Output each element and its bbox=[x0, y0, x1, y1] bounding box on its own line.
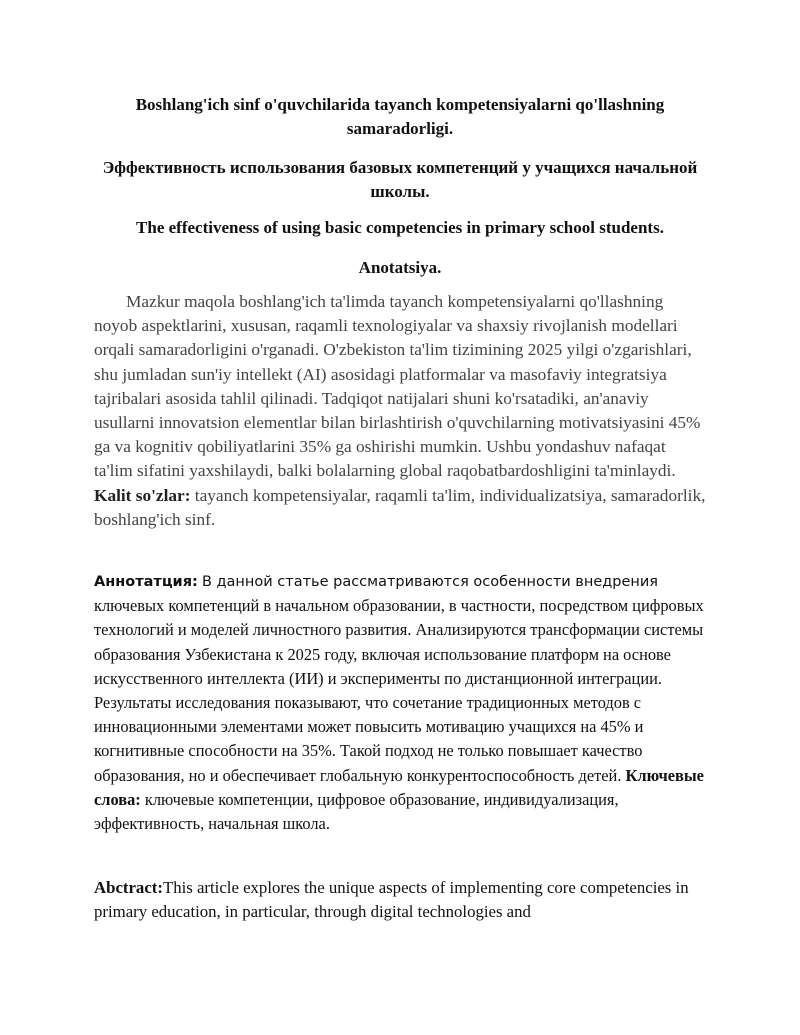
abstract-english bbox=[94, 876, 706, 924]
abstract-russian-body: ключевых компетенций в начальном образовании, в частности, посредством цифровых технологий и моделей личностного развития. Анализируются трансформации системы образования Узбекистана к 2025 году, включая использование платформ на основе искусственного интеллекта (ИИ) и эксперименты по дистанционной интеграции. Результаты исследования показывают, что сочетание традиционных методов с инновационными элементами может повысить мотивацию учащихся на 45% и когнитивные способности на 35%. Такой подход не только повышает качество образования, но и обеспечивает глобальную конкурентоспособность детей. bbox=[94, 596, 704, 785]
anotatsiya-heading: Anotatsiya. bbox=[358, 258, 442, 277]
title-uzbek: Boshlang'ich sinf o'quvchilarida tayanch kompetensiyalarni qo'llashning samaradorligi. bbox=[135, 95, 665, 138]
abstract-russian bbox=[94, 569, 706, 836]
abstract-uzbek-body: Mazkur maqola boshlang'ich ta'limda tayanch kompetensiyalarni qo'llashning noyob aspektlarini, xususan, raqamli texnologiyalar va shaxsiy rivojlanish modellari orqali samaradorligini o'rganadi. O'zbekiston ta'lim tizimining 2025 yilgi o'zgarishlari, shu jumladan sun'iy intellekt (AI) asosidagi platformalar va masofaviy integratsiya tajribalari asosida tahlil qilinadi. Tadqiqot natijalari shuni ko'rsatadiki, an'anaviy usullarni innovatsion elementlar bilan birlashtirish o'quvchilarning motivatsiyasini 45% ga va kognitiv qobiliyatlarini 35% ga oshirishi mumkin. Ushbu yondashuv nafaqat ta'lim sifatini yaxshilaydi, balki bolalarning global raqobatbardoshligini ta'minlaydi. bbox=[94, 292, 701, 481]
keywords-label-uzbek: Kalit so'zlar: bbox=[94, 485, 191, 505]
keywords-label-russian: Ключевые слова: bbox=[94, 765, 704, 809]
abstract-uzbek bbox=[94, 290, 706, 532]
abstract-russian-heading: Аннотатция: bbox=[94, 574, 198, 590]
keywords-uzbek: tayanch kompetensiyalar, raqamli ta'lim, individualizatsiya, samaradorlik, boshlang'ich sinf. bbox=[94, 485, 706, 529]
abstract-english-heading: Abctract: bbox=[94, 878, 163, 897]
abstract-russian-first-line: В данной статье рассматриваются особенности внедрения bbox=[201, 574, 659, 590]
keywords-russian: ключевые компетенции, цифровое образование, индивидуализация, эффективность, начальная школа. bbox=[94, 789, 619, 834]
title-english: The effectiveness of using basic competencies in primary school students. bbox=[136, 218, 664, 237]
title-russian: Эффективность использования базовых компетенций у учащихся начальной школы. bbox=[102, 158, 698, 201]
abstract-english-body: This article explores the unique aspects of implementing core competencies in primary education, in particular, through digital technologies and bbox=[94, 878, 689, 922]
